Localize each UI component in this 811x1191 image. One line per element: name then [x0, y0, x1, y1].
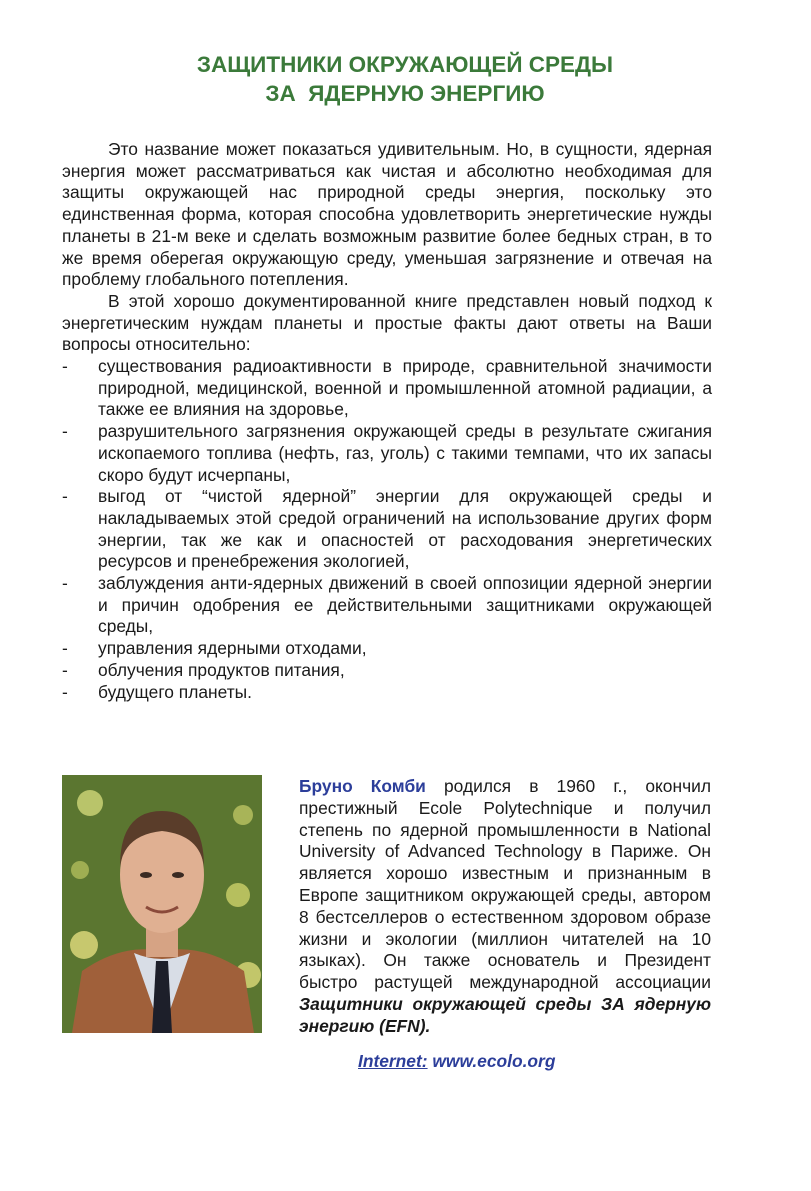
portrait-image	[62, 775, 262, 1033]
paragraph-intro: Это название может показаться удивительным. Но, в сущности, ядерная энергия может рассматриваться как чистая и абсолютно необходимая для защиты окружающей нас природной среды энергия, поскольку это единственная форма, которая способна удовлетворить энергетические нужды планеты в 21-м веке и сделать возможным развитие более бедных стран, в то же время оберегая окружающую среду, уменьшая загрязнение и отвечая на проблему глобального потепления.	[62, 139, 712, 290]
topic-list	[62, 356, 712, 703]
internet-line[interactable]	[358, 1051, 658, 1072]
list-item: - разрушительного загрязнения окружающей среды в результате сжигания ископаемого топлива (нефть, газ, уголь) с такими темпами, что их запасы скоро будут исчерпаны,	[62, 421, 712, 485]
title-line-1: ЗАЩИТНИКИ ОКРУЖАЮЩЕЙ СРЕДЫ	[196, 52, 614, 77]
list-marker: -	[62, 573, 68, 594]
author-photo	[62, 775, 262, 1033]
main-text	[62, 139, 712, 703]
bio-text: родился в 1960 г., окончил престижный Ecole Polytechnique и получил степень по ядерной промышленности в National University of Advanced Technology в Париже. Он является хорошо известным и признанным в Европе защитником окружающей среды, автором 8 бестселлеров о естественном здоровом образе жизни и экологии (миллион читателей на 10 языках). Он также основатель и Президент быстро растущей международной ассоциации	[299, 776, 711, 993]
paragraph-book: В этой хорошо документированной книге представлен новый подход к энергетическим нуждам планеты и простые факты дают ответы на Ваши вопросы относительно:	[62, 290, 712, 355]
author-bio	[299, 776, 711, 1038]
list-item: - выгод от “чистой ядерной” энергии для окружающей среды и накладываемых этой средой ограничений на использование других форм энергии, так же как и опасностей от расходования энергетических ресурсов и пренебрежения экологией,	[62, 486, 712, 572]
website-link[interactable]: www.ecolo.org	[427, 1051, 556, 1071]
organization-name: Защитники окружающей среды ЗА ядерную энергию (EFN).	[299, 993, 711, 1036]
list-marker: -	[62, 681, 68, 702]
page-title	[60, 50, 750, 108]
list-item: - существования радиоактивности в природе, сравнительной значимости природной, медицинской, военной и промышленной атомной радиации, а также ее влияния на здоровье,	[62, 356, 712, 420]
list-marker: -	[62, 421, 68, 442]
list-marker: -	[62, 659, 68, 680]
author-name: Бруно Комби	[299, 776, 426, 796]
title-line-2: ЗА ЯДЕРНУЮ ЭНЕРГИЮ	[265, 81, 545, 106]
list-item: - управления ядерными отходами,	[62, 638, 367, 659]
list-item: - облучения продуктов питания,	[62, 659, 345, 680]
list-marker: -	[62, 638, 68, 659]
internet-label: Internet:	[358, 1051, 428, 1071]
list-item: - заблуждения анти-ядерных движений в своей оппозиции ядерной энергии и причин одобрения ее действительными защитниками окружающей среды,	[62, 573, 712, 637]
list-marker: -	[62, 486, 68, 507]
list-item: - будущего планеты.	[62, 681, 253, 702]
list-marker: -	[62, 356, 68, 377]
